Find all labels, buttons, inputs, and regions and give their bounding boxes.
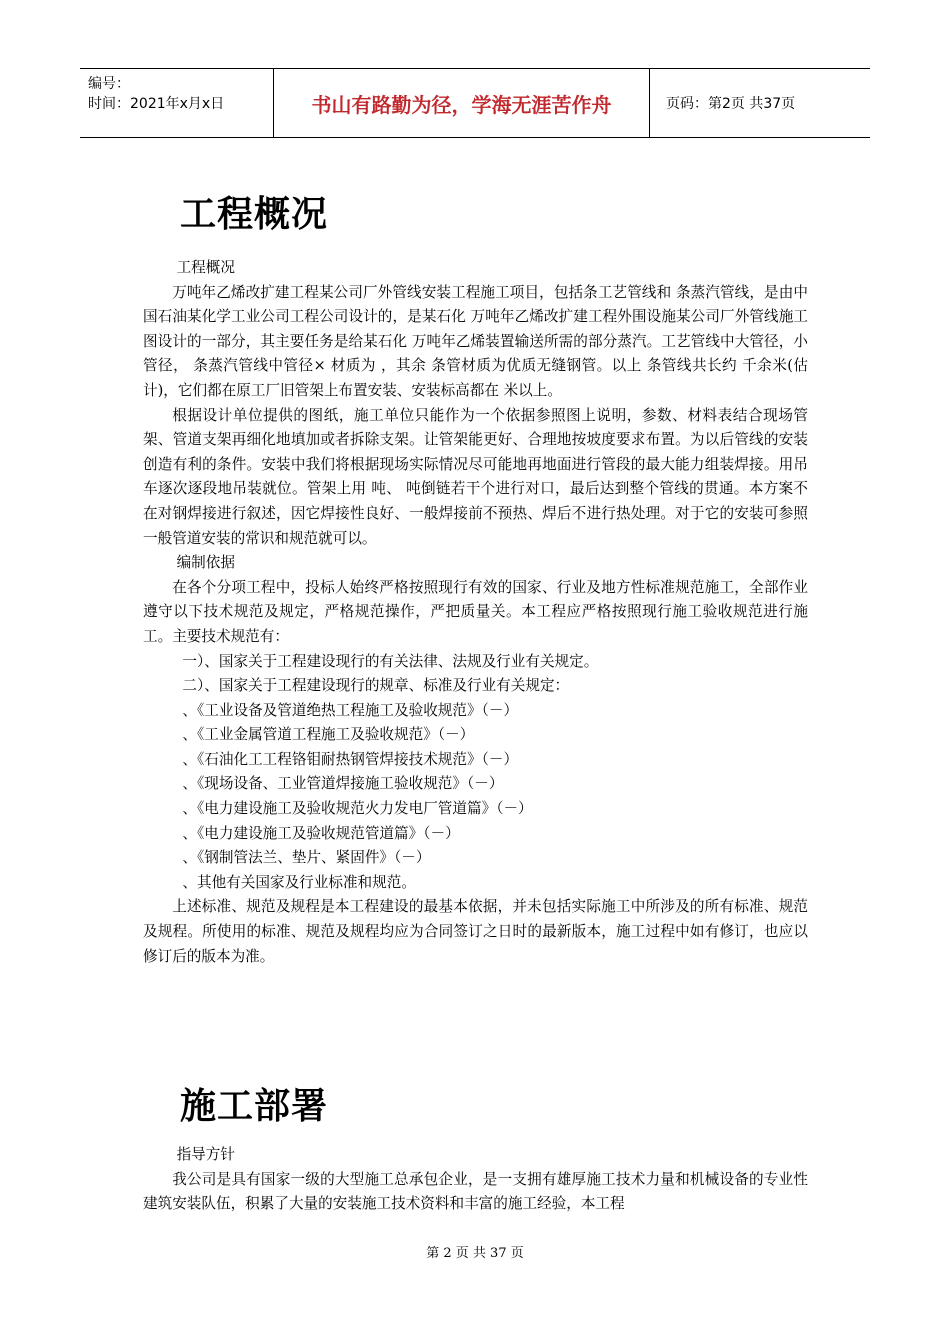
paragraph: 根据设计单位提供的图纸，施工单位只能作为一个依据参照图上说明，参数、材料表结合现场管架、管道支架再细化地填加或者拆除支架。让管架能更好、合理地按坡度要求布置。为以后管线的安装创造有利的条件。安装中我们将根据现场实际情况尽可能地再地面进行管段的最大能力组装焊接。用吊车逐次逐段地吊装就位。管架上用 吨、 吨倒链若干个进行对口，最后达到整个管线的贯通。本方案不在对钢焊接进行叙述，因它焊接性良好、一般焊接前不预热、焊后不进行热处理。对于它的安装可参照一般管道安装的常识和规范就可以。 — [143, 406, 808, 547]
paragraph: 二）、国家关于工程建设现行的规章、标准及行业有关规定： — [182, 677, 570, 695]
list-item: 、《工业设备及管道绝热工程施工及验收规范》（－） — [182, 701, 519, 719]
list-item: 、《工业金属管道工程施工及验收规范》（－） — [182, 726, 475, 744]
section-overview-body — [143, 256, 808, 969]
paragraph: 我公司是具有国家一级的大型施工总承包企业，是一支拥有雄厚施工技术力量和机械设备的专业性建筑安装队伍，积累了大量的安装施工技术资料和丰富的施工经验，本工程 — [143, 1170, 808, 1213]
paragraph: 一）、国家关于工程建设现行的有关法律、法规及行业有关规定。 — [182, 652, 599, 670]
page-footer: 第 2 页 共 37 页 — [426, 1246, 524, 1261]
section-deployment-body — [143, 1143, 808, 1217]
document-date: 时间：2021年x月x日 — [88, 96, 225, 112]
list-item: 、《现场设备、工业管道焊接施工验收规范》（－） — [182, 775, 504, 793]
header-page-info: 页码：第2页 共37页 — [666, 96, 796, 112]
header-motto: 书山有路勤为径，学海无涯苦作舟 — [311, 92, 612, 117]
paragraph: 上述标准、规范及规程是本工程建设的最基本依据，并未包括实际施工中所涉及的所有标准、规范及规程。所使用的标准、规范及规程均应为合同签订之日时的最新版本，施工过程中如有修订，也应以修订后的版本为准。 — [143, 898, 808, 965]
list-item: 、《电力建设施工及验收规范管道篇》（－） — [182, 824, 460, 842]
list-item: 、《钢制管法兰、垫片、紧固件》（－） — [182, 849, 431, 867]
section-title-overview: 工程概况 — [180, 194, 329, 235]
paragraph: 在各个分项工程中，投标人始终严格按照现行有效的国家、行业及地方性标准规范施工，全部作业遵守以下技术规范及规定，严格规范操作，严把质量关。本工程应严格按照现行施工验收规范进行施工。主要技术规范有： — [143, 578, 808, 645]
header-meta — [80, 69, 273, 137]
list-item: 、其他有关国家及行业标准和规范。 — [182, 873, 416, 891]
page-header — [80, 68, 870, 138]
section-title-deployment: 施工部署 — [180, 1086, 329, 1127]
list-item: 、《石油化工工程铬钼耐热钢管焊接技术规范》（－） — [182, 750, 519, 768]
subheading-guideline: 指导方针 — [176, 1146, 235, 1163]
subheading-overview: 工程概况 — [176, 259, 235, 276]
paragraph: 万吨年乙烯改扩建工程某公司厂外管线安装工程施工项目，包括条工艺管线和 条蒸汽管线，是由中国石油某化学工业公司工程公司设计的，是某石化 万吨年乙烯改扩建工程外围设施某公司厂外管线施工图设计的一部分，其主要任务是给某石化 万吨年乙烯装置输送所需的部分蒸汽。工艺管线中大管径，小管径， 条蒸汽管线中管径× 材质为 ，其余 条管材质为优质无缝钢管。以上 条管线共长约 千余米(估计)，它们都在原工厂旧管架上布置安装、安装标高都在 米以上。 — [143, 283, 808, 399]
document-number-label: 编号： — [88, 76, 130, 92]
list-item: 、《电力建设施工及验收规范火力发电厂管道篇》（－） — [182, 800, 533, 818]
subheading-basis: 编制依据 — [176, 554, 235, 572]
header-divider — [649, 69, 650, 137]
